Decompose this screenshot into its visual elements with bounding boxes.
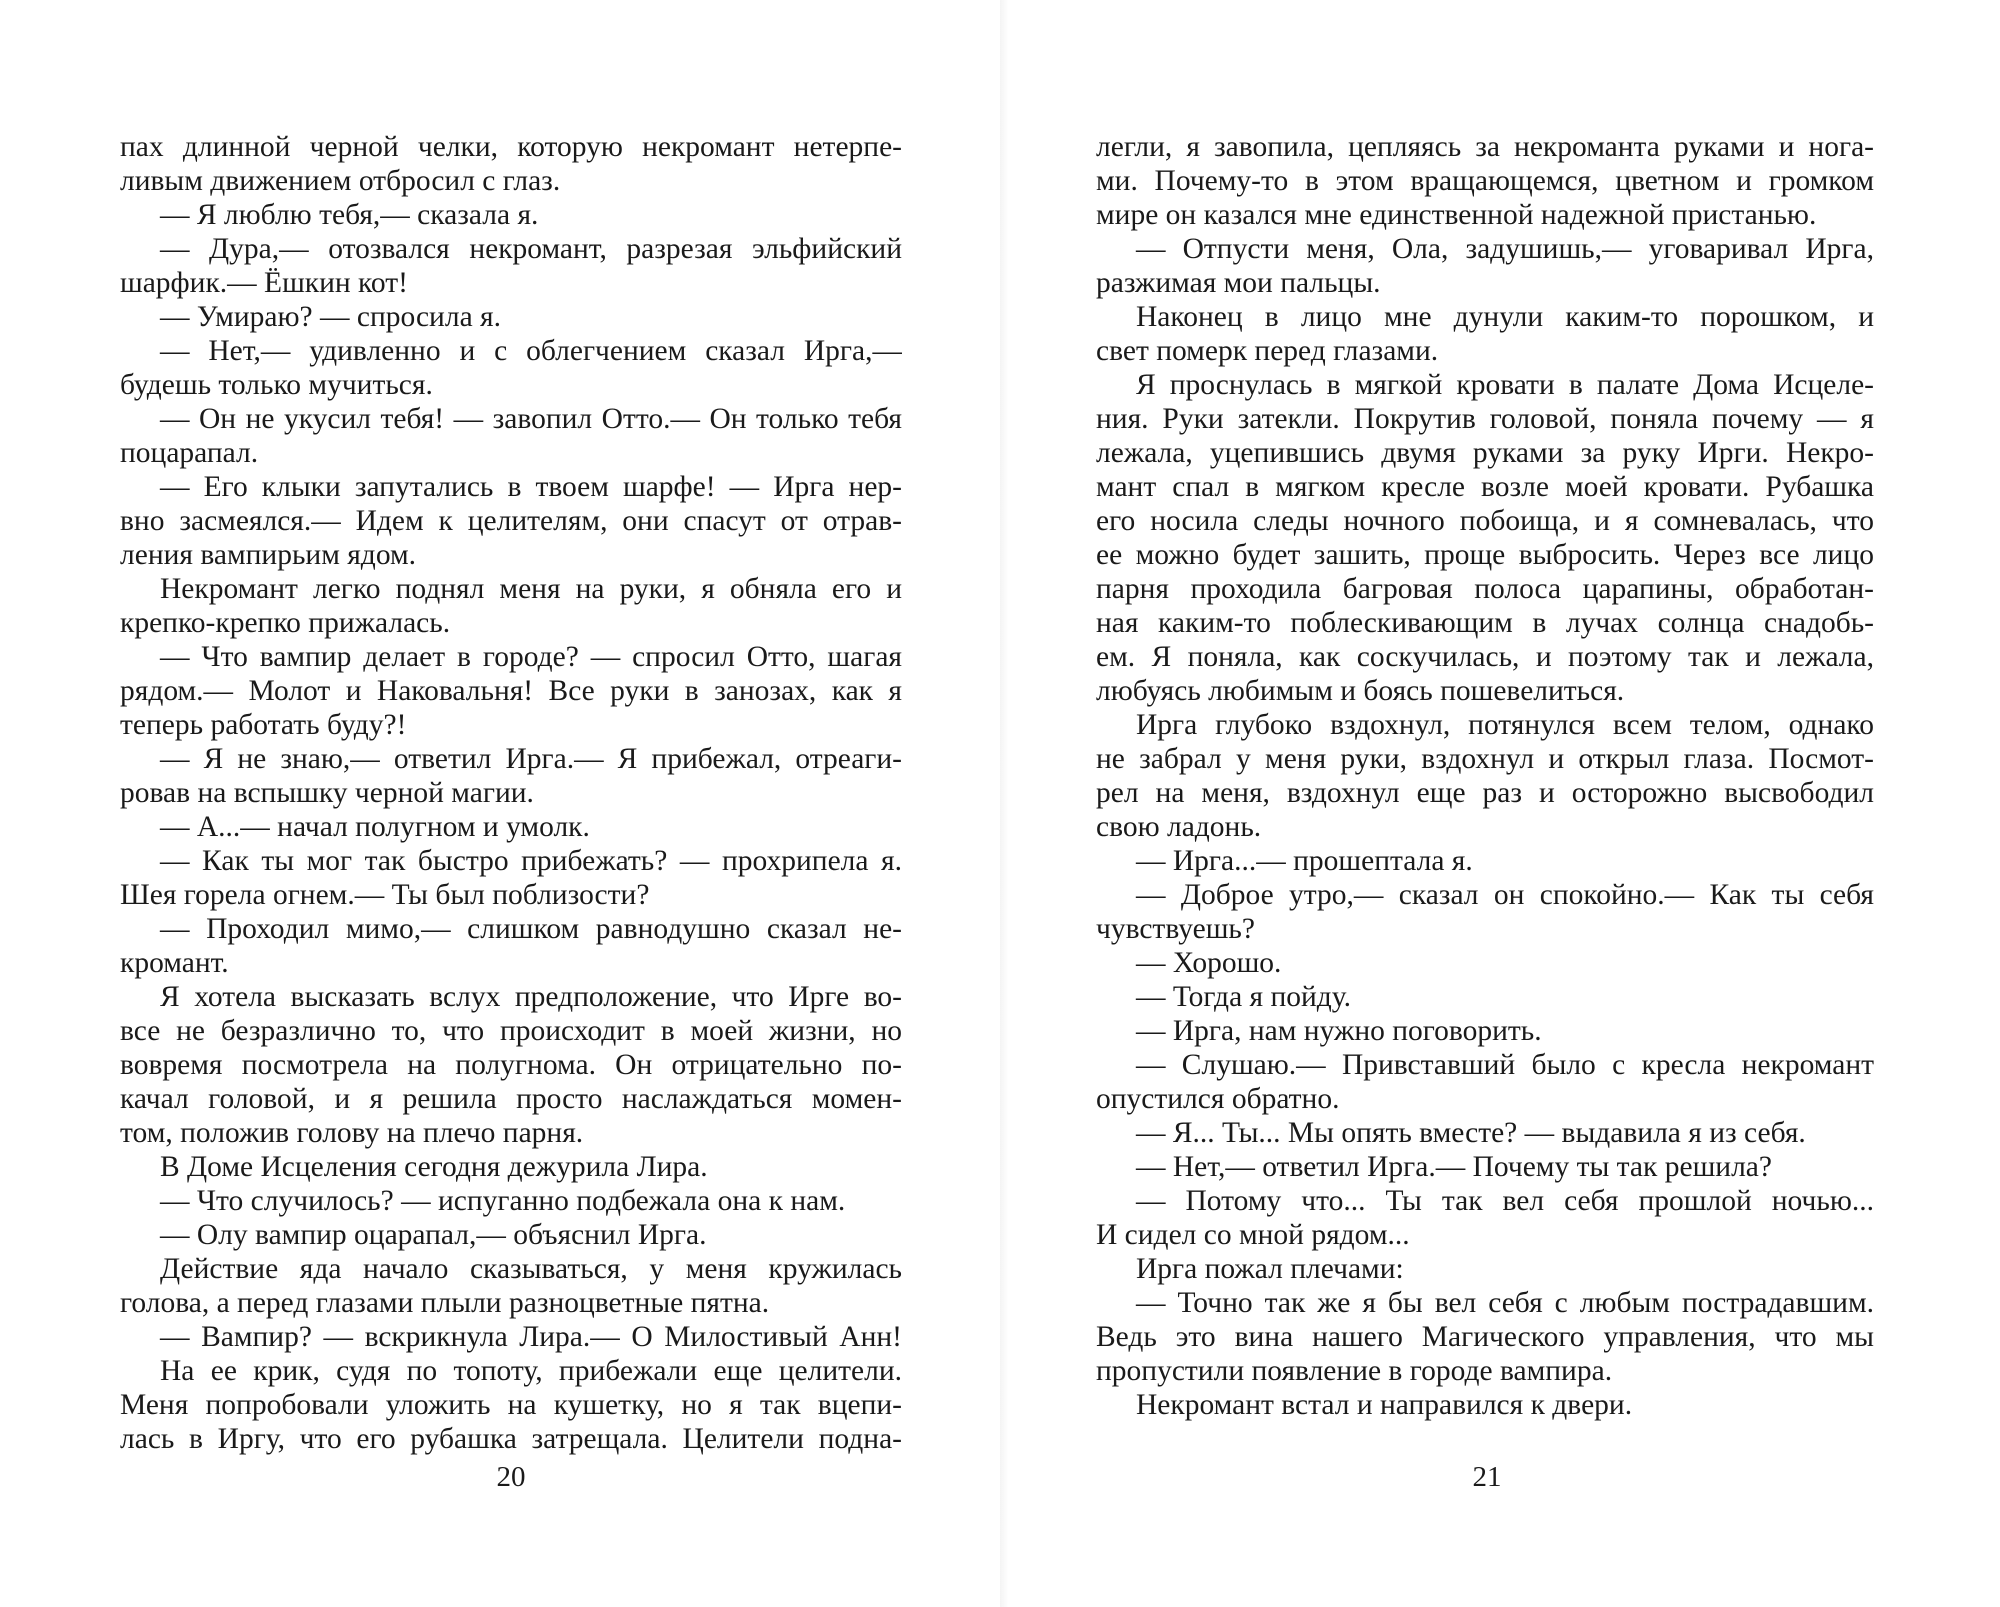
page-gutter (1000, 0, 1014, 1607)
text-line: будешь только мучиться. (120, 369, 433, 401)
text-line: голова, а перед глазами плыли разноцветные пятна. (120, 1287, 770, 1319)
text-line: не забрал у меня руки, вздохнул и открыл глаза. Посмот- (1096, 743, 1874, 775)
text-line: качал головой, и я решила просто наслаждаться момен- (120, 1083, 902, 1115)
text-line: ления вампирьим ядом. (120, 539, 417, 571)
text-line: чувствуешь? (1096, 913, 1255, 945)
text-line: рядом.— Молот и Наковальня! Все руки в занозах, как я (120, 675, 902, 707)
text-line: — Что случилось? — испуганно подбежала она к нам. (160, 1185, 846, 1217)
text-line: Некромант встал и направился к двери. (1136, 1389, 1633, 1421)
text-line: — Слушаю.— Привставший было с кресла некромант (1136, 1049, 1874, 1081)
text-line: его носила следы ночного побоища, и я сомневалась, что (1096, 505, 1874, 537)
text-line: теперь работать буду?! (120, 709, 407, 741)
text-line: — Я не знаю,— ответил Ирга.— Я прибежал, отреаги- (160, 743, 902, 775)
text-line: все не безразлично то, что происходит в моей жизни, но (120, 1015, 902, 1047)
text-line: вно засмеялся.— Идем к целителям, они спасут от отрав- (120, 505, 902, 537)
text-line: опустился обратно. (1096, 1083, 1340, 1115)
text-line: мире он казался мне единственной надежной пристанью. (1096, 199, 1817, 231)
right-page-number: 21 (1472, 1461, 1502, 1493)
text-line: Шея горела огнем.— Ты был поблизости? (120, 879, 650, 911)
text-line: поцарапал. (120, 437, 259, 469)
text-line: лежала, уцепившись двумя руками за руку Ирги. Некро- (1096, 437, 1874, 469)
text-line: — Тогда я пойду. (1136, 981, 1351, 1013)
text-line: — Умираю? — спросила я. (160, 301, 501, 333)
text-line: легли, я завопила, цепляясь за некроманта руками и нога- (1096, 131, 1874, 163)
text-line: ная каким-то поблескивающим в лучах солнца снадобь- (1096, 607, 1874, 639)
text-line: Ирга глубоко вздохнул, потянулся всем телом, однако (1136, 709, 1874, 741)
text-line: ливым движением отбросил с глаз. (120, 165, 561, 197)
text-line: том, положив голову на плечо парня. (120, 1117, 584, 1149)
text-line: свою ладонь. (1096, 811, 1262, 843)
text-line: любуясь любимым и боясь пошевелиться. (1096, 675, 1625, 707)
text-line: мант спал в мягком кресле возле моей кровати. Рубашка (1096, 471, 1874, 503)
text-line: — Вампир? — вскрикнула Лира.— О Милостивый Анн! (160, 1321, 902, 1353)
text-line: — Дура,— отозвался некромант, разрезая эльфийский (160, 233, 902, 265)
text-line: пах длинной черной челки, которую некромант нетерпе- (120, 131, 902, 163)
text-line: ее можно будет зашить, проще выбросить. Через все лицо (1096, 539, 1874, 571)
text-line: ровав на вспышку черной магии. (120, 777, 534, 809)
text-line: шарфик.— Ёшкин кот! (120, 267, 408, 299)
text-line: — Хорошо. (1136, 947, 1282, 979)
left-page-number: 20 (496, 1461, 526, 1493)
text-line: — Потому что... Ты так вел себя прошлой ночью... (1136, 1185, 1874, 1217)
text-line: — Олу вампир оцарапал,— объяснил Ирга. (160, 1219, 707, 1251)
text-line: — Отпусти меня, Ола, задушишь,— уговаривал Ирга, (1136, 233, 1874, 265)
text-line: вовремя посмотрела на полугнома. Он отрицательно по- (120, 1049, 902, 1081)
text-line: Некромант легко поднял меня на руки, я обняла его и (160, 573, 902, 605)
text-line: Я проснулась в мягкой кровати в палате Дома Исцеле- (1136, 369, 1874, 401)
text-line: На ее крик, судя по топоту, прибежали еще целители. (160, 1355, 902, 1387)
text-line: — Как ты мог так быстро прибежать? — прохрипела я. (160, 845, 902, 877)
text-line: — Что вампир делает в городе? — спросил Отто, шагая (160, 641, 902, 673)
text-line: Действие яда начало сказываться, у меня кружилась (160, 1253, 902, 1285)
text-line: В Доме Исцеления сегодня дежурила Лира. (160, 1151, 708, 1183)
text-line: крепко-крепко прижалась. (120, 607, 451, 639)
right-page-text (1096, 130, 1874, 1422)
text-line: ния. Руки затекли. Покрутив головой, поняла почему — я (1096, 403, 1874, 435)
left-page-text (120, 130, 902, 1456)
text-line: — Проходил мимо,— слишком равнодушно сказал не- (160, 913, 902, 945)
text-line: ем. Я поняла, как соскучилась, и поэтому так и лежала, (1096, 641, 1874, 673)
text-line: Ирга пожал плечами: (1136, 1253, 1404, 1285)
text-line: — Я люблю тебя,— сказала я. (160, 199, 539, 231)
text-line: — Доброе утро,— сказал он спокойно.— Как ты себя (1136, 879, 1874, 911)
text-line: ми. Почему-то в этом вращающемся, цветном и громком (1096, 165, 1874, 197)
text-line: — А...— начал полугном и умолк. (160, 811, 590, 843)
text-line: свет померк перед глазами. (1096, 335, 1439, 367)
text-line: — Ирга...— прошептала я. (1136, 845, 1473, 877)
text-line: — Точно так же я бы вел себя с любым пострадавшим. (1136, 1287, 1874, 1319)
text-line: парня проходила багровая полоса царапины, обработан- (1096, 573, 1874, 605)
text-line: лась в Иргу, что его рубашка затрещала. Целители подна- (120, 1423, 902, 1455)
text-line: рел на меня, вздохнул еще раз и осторожно высвободил (1096, 777, 1874, 809)
text-line: — Он не укусил тебя! — завопил Отто.— Он только тебя (160, 403, 902, 435)
text-line: Наконец в лицо мне дунули каким-то порошком, и (1136, 301, 1874, 333)
text-line: — Нет,— ответил Ирга.— Почему ты так решила? (1136, 1151, 1772, 1183)
text-line: И сидел со мной рядом... (1096, 1219, 1410, 1251)
text-line: — Его клыки запутались в твоем шарфе! — Ирга нер- (160, 471, 902, 503)
text-line: Я хотела высказать вслух предположение, что Ирге во- (160, 981, 902, 1013)
text-line: — Ирга, нам нужно поговорить. (1136, 1015, 1542, 1047)
text-line: разжимая мои пальцы. (1096, 267, 1381, 299)
text-line: — Нет,— удивленно и с облегчением сказал Ирга,— (160, 335, 902, 367)
text-line: кромант. (120, 947, 229, 979)
text-line: пропустили появление в городе вампира. (1096, 1355, 1613, 1387)
text-line: Ведь это вина нашего Магического управления, что мы (1096, 1321, 1874, 1353)
text-line: — Я... Ты... Мы опять вместе? — выдавила я из себя. (1136, 1117, 1806, 1149)
text-line: Меня попробовали уложить на кушетку, но я так вцепи- (120, 1389, 902, 1421)
